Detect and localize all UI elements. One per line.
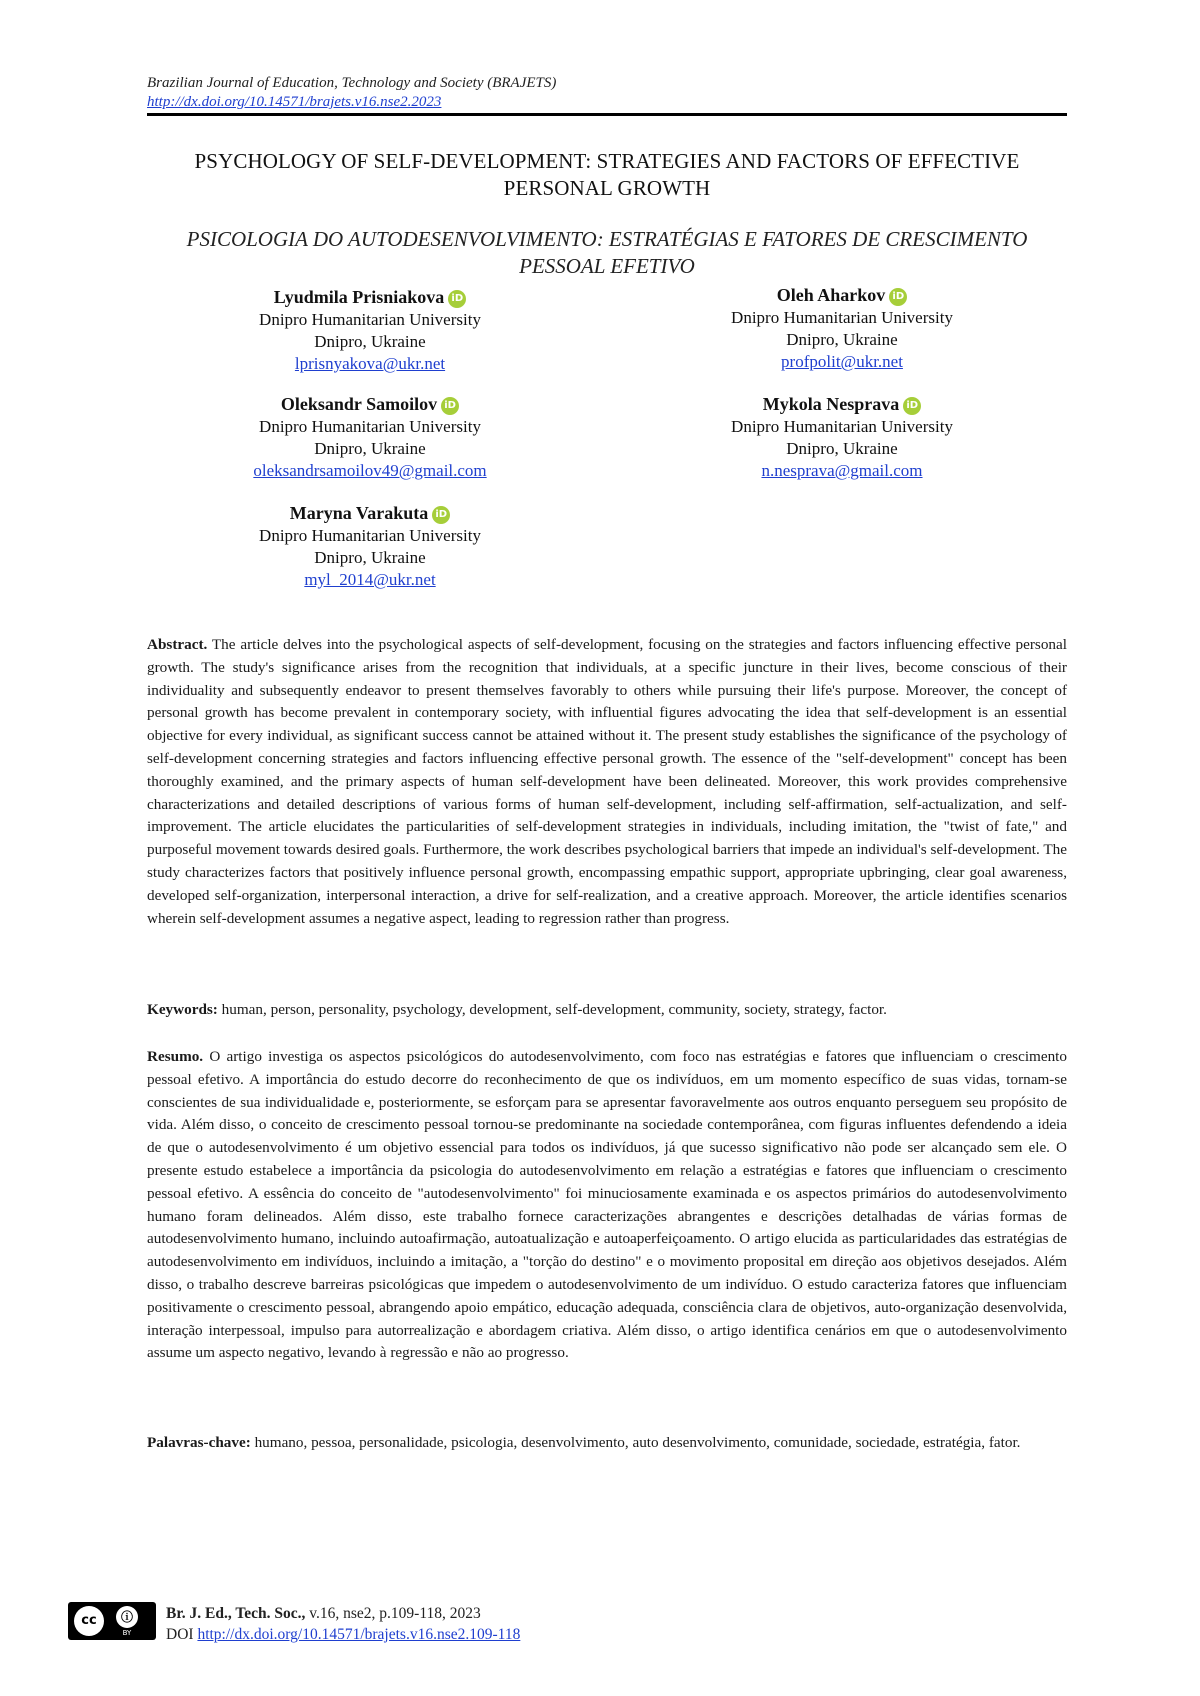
abstract-text: The article delves into the psychological aspects of self-development, focusing on the strategies and factors influencing effective personal growth. The study's significance arises from the recognition that individuals, at a specific juncture in their lives, become conscious of their individuality and subsequently endeavor to present themselves favorably to others while pursuing their life's purpose. Moreover, the concept of personal growth has become prevalent in contemporary society, with influential figures advocating the idea that self-development is an essential objective for every individual, as significant success cannot be attained without it. The present study establishes the significance of the psychology of self-development concerning strategies and factors influencing effective personal growth. The essence of the "self-development" concept has been thoroughly examined, and the primary aspects of human self-development have been delineated. Moreover, this work provides comprehensive characterizations and detailed descriptions of various forms of human self-development, including self-affirmation, self-actualization, and self-improvement. The article elucidates the particularities of self-development strategies in individuals, including imitation, the "twist of fate," and purposeful movement towards desired goals. Furthermore, the work describes psychological barriers that impede an individual's self-development. The study characterizes factors that positively influence personal growth, encompassing empathic support, appropriate upbringing, clear goal awareness, developed self-organization, interpersonal interaction, a drive for self-realization, and a creative approach. Moreover, the article identifies scenarios wherein self-development assumes a negative aspect, leading to regression rather than progress.: [147, 636, 1067, 927]
author-email-link[interactable]: lprisnyakova@ukr.net: [294, 354, 446, 373]
author-location: Dnipro, Ukraine: [786, 330, 898, 349]
author-name: Maryna Varakuta: [289, 503, 429, 523]
author-name: Mykola Nesprava: [762, 394, 900, 414]
cc-by-license-badge[interactable]: [68, 1602, 156, 1640]
author-block-1: [160, 286, 580, 375]
cc-icon: cc: [74, 1606, 104, 1636]
orcid-icon[interactable]: iD: [903, 397, 921, 415]
orcid-icon[interactable]: iD: [432, 506, 450, 524]
author-block-5: [160, 502, 580, 591]
by-label: BY: [122, 1629, 132, 1637]
orcid-icon[interactable]: iD: [448, 290, 466, 308]
header-divider: [147, 113, 1067, 116]
attribution-icon: ⓘ: [116, 1606, 138, 1628]
orcid-icon[interactable]: iD: [441, 397, 459, 415]
author-email-link[interactable]: profpolit@ukr.net: [781, 352, 903, 371]
author-affiliation: Dnipro Humanitarian University: [259, 526, 481, 545]
journal-header: [147, 74, 1067, 112]
author-location: Dnipro, Ukraine: [314, 332, 426, 351]
author-block-2: [632, 284, 1052, 373]
resumo-label: Resumo.: [147, 1048, 204, 1065]
author-affiliation: Dnipro Humanitarian University: [731, 417, 953, 436]
keywords-text: human, person, personality, psychology, development, self-development, community, society, strategy, factor.: [221, 1001, 887, 1018]
abstract-section: [147, 634, 1067, 930]
author-location: Dnipro, Ukraine: [314, 548, 426, 567]
citation-journal: Br. J. Ed., Tech. Soc.,: [166, 1605, 306, 1622]
author-block-3: [160, 393, 580, 482]
doi-label: DOI: [166, 1626, 198, 1643]
abstract-label: Abstract.: [147, 636, 208, 653]
keywords-label: Keywords:: [147, 1001, 218, 1018]
resumo-text: O artigo investiga os aspectos psicológicos do autodesenvolvimento, com foco nas estratégias e fatores que influenciam o crescimento pessoal efetivo. A importância do estudo decorre do reconhecimento de que os indivíduos, em um momento específico de suas vidas, tornam-se conscientes de sua individualidade e, posteriormente, se esforçam para se apresentar favoravelmente aos outros enquanto perseguem seu propósito de vida. Além disso, o conceito de crescimento pessoal tornou-se predominante na sociedade contemporânea, com figuras influentes defendendo a ideia de que o autodesenvolvimento é um objetivo essencial para todos os indivíduos, já que sucesso significativo não pode ser alcançado sem ele. O presente estudo estabelece a importância da psicologia do autodesenvolvimento em relação a estratégias e fatores que influenciam o crescimento pessoal efetivo. A essência do conceito de "autodesenvolvimento" foi minuciosamente examinada e os aspectos primários do autodesenvolvimento humano foram delineados. Além disso, este trabalho fornece caracterizações abrangentes e descrições detalhadas de várias formas de autodesenvolvimento humano, incluindo autoafirmação, autoatualização e autoaperfeiçoamento. O artigo elucida as particularidades das estratégias de autodesenvolvimento em indivíduos, incluindo a imitação, a "torção do destino" e o movimento proposital em direção aos objetivos desejados. Além disso, o trabalho descreve barreiras psicológicas que impedem o autodesenvolvimento de um indivíduo. O estudo caracteriza fatores que influenciam positivamente o crescimento pessoal, abrangendo apoio empático, educação adequada, consciência clara de objetivos, auto-organização desenvolvida, interação interpessoal, impulso para autorrealização e abordagem criativa. Além disso, o artigo identifica cenários em que o autodesenvolvimento assume um aspecto negativo, levando à regressão e não ao progresso.: [147, 1048, 1067, 1362]
author-location: Dnipro, Ukraine: [314, 439, 426, 458]
journal-name: Brazilian Journal of Education, Technology and Society (BRAJETS): [147, 75, 557, 91]
palavras-chave-section: [147, 1432, 1067, 1455]
resumo-section: [147, 1046, 1067, 1365]
orcid-icon[interactable]: iD: [889, 288, 907, 306]
author-affiliation: Dnipro Humanitarian University: [259, 310, 481, 329]
author-email-link[interactable]: n.nesprava@gmail.com: [761, 461, 923, 480]
author-affiliation: Dnipro Humanitarian University: [259, 417, 481, 436]
author-location: Dnipro, Ukraine: [786, 439, 898, 458]
palavras-chave-label: Palavras-chave:: [147, 1434, 251, 1451]
journal-url-link[interactable]: http://dx.doi.org/10.14571/brajets.v16.nse2.2023: [147, 94, 442, 110]
author-email-link[interactable]: oleksandrsamoilov49@gmail.com: [253, 461, 487, 480]
citation-details: v.16, nse2, p.109-118, 2023: [305, 1605, 481, 1622]
doi-link[interactable]: http://dx.doi.org/10.14571/brajets.v16.nse2.109-118: [197, 1626, 521, 1643]
author-name: Oleksandr Samoilov: [280, 394, 438, 414]
paper-subtitle: PSICOLOGIA DO AUTODESENVOLVIMENTO: ESTRATÉGIAS E FATORES DE CRESCIMENTO PESSOAL EFETIVO: [186, 227, 1028, 278]
paper-title: PSYCHOLOGY OF SELF-DEVELOPMENT: STRATEGIES AND FACTORS OF EFFECTIVE PERSONAL GROWTH: [194, 149, 1020, 200]
keywords-section: [147, 999, 1067, 1022]
palavras-chave-text: humano, pessoa, personalidade, psicologia, desenvolvimento, auto desenvolvimento, comunidade, sociedade, estratégia, fator.: [254, 1434, 1021, 1451]
author-name: Lyudmila Prisniakova: [273, 287, 445, 307]
author-block-4: [632, 393, 1052, 482]
author-name: Oleh Aharkov: [776, 285, 886, 305]
author-email-link[interactable]: myl_2014@ukr.net: [304, 570, 436, 589]
footer-citation: [166, 1603, 866, 1645]
author-affiliation: Dnipro Humanitarian University: [731, 308, 953, 327]
